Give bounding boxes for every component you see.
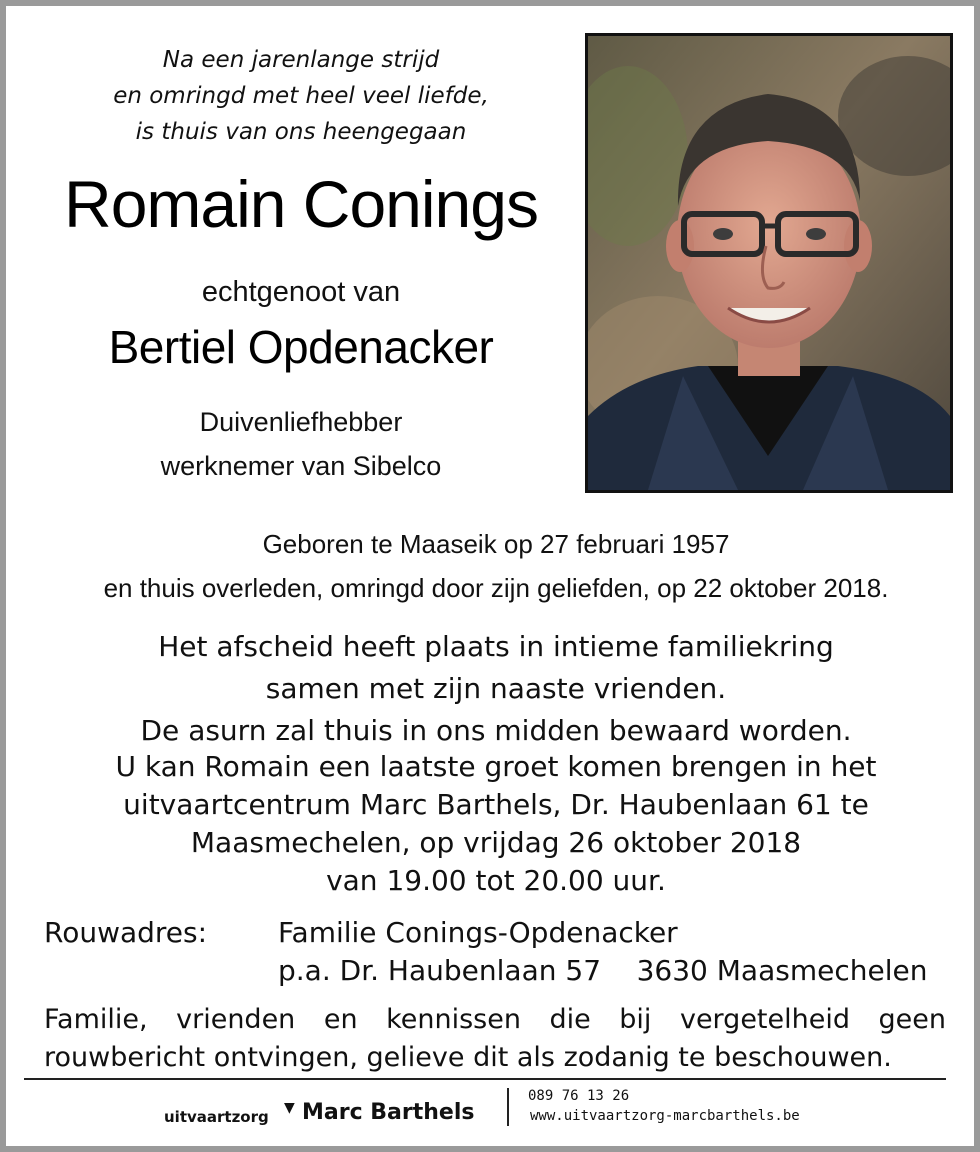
roles xyxy=(36,400,566,488)
address-label: Rouwadres: xyxy=(44,916,208,949)
address-line-2: p.a. Dr. Haubenlaan 57 3630 Maasmechelen xyxy=(278,954,928,987)
death-line: en thuis overleden, omringd door zijn geliefden, op 22 oktober 2018. xyxy=(103,573,889,603)
address-line-1: Familie Conings-Opdenacker xyxy=(278,916,678,949)
triangle-icon: ▼ xyxy=(284,1100,295,1116)
visit-line-1: U kan Romain een laatste groet komen brengen in het xyxy=(115,750,877,783)
footer-divider xyxy=(24,1078,946,1080)
visit-line-3: Maasmechelen, op vrijdag 26 oktober 2018 xyxy=(190,826,802,859)
role-hobby: Duivenliefhebber xyxy=(199,407,403,437)
footer-separator xyxy=(507,1088,509,1126)
portrait-photo xyxy=(585,33,953,493)
farewell-line-3: De asurn zal thuis in ons midden bewaard worden. xyxy=(140,714,852,747)
spouse-label: echtgenoot van xyxy=(201,276,401,308)
farewell-line-1: Het afscheid heeft plaats in intieme familiekring xyxy=(158,630,834,663)
notice-line-2: rouwbericht ontvingen, gelieve dit als zodanig te beschouwen. xyxy=(44,1042,892,1073)
intro-line-2: en omringd met heel veel liefde, xyxy=(113,83,489,109)
brand-name: Marc Barthels xyxy=(302,1100,475,1125)
birth-death-dates xyxy=(26,522,966,610)
role-employer: werknemer van Sibelco xyxy=(160,451,442,481)
brand-prefix: uitvaartzorg xyxy=(164,1108,269,1126)
intro-line-1: Na een jarenlange strijd xyxy=(162,47,440,73)
deceased-name: Romain Conings xyxy=(64,167,538,241)
visit-line-2: uitvaartcentrum Marc Barthels, Dr. Haubenlaan 61 te xyxy=(123,788,869,821)
notice-line-1: Familie, vrienden en kennissen die bij vergetelheid geen xyxy=(44,1004,946,1035)
portrait-illustration xyxy=(588,36,950,490)
birth-line: Geboren te Maaseik op 27 februari 1957 xyxy=(262,529,730,559)
website-link[interactable]: www.uitvaartzorg-marcbarthels.be xyxy=(530,1108,800,1124)
visit-line-4: van 19.00 tot 20.00 uur. xyxy=(326,864,666,897)
farewell-text xyxy=(26,626,966,752)
intro-text xyxy=(66,42,536,150)
intro-line-3: is thuis van ons heengegaan xyxy=(135,119,467,145)
phone-number: 089 76 13 26 xyxy=(528,1088,630,1104)
spouse-name: Bertiel Opdenacker xyxy=(108,321,494,373)
farewell-line-2: samen met zijn naaste vrienden. xyxy=(265,672,727,705)
visitation-text xyxy=(26,748,966,900)
